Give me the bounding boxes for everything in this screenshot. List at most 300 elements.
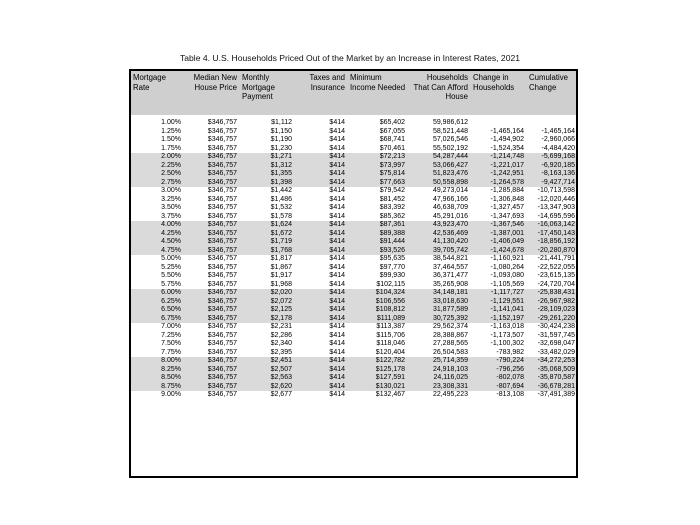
cell-min-income: $67,055 [379, 127, 405, 135]
cell-mortgage-rate: 1.25% [161, 127, 181, 135]
cell-change: -1,264,578 [471, 179, 527, 188]
cell-monthly-payment: $1,719 [240, 238, 295, 247]
cell-median-price: $346,757 [183, 383, 240, 392]
table-body [131, 115, 576, 400]
cell-taxes-insurance: $414 [295, 247, 348, 256]
table-row [131, 323, 576, 332]
table-row [131, 128, 576, 137]
cell-households-afford: 37,464,557 [432, 263, 468, 271]
cell-households-afford: 42,536,469 [408, 230, 471, 239]
cell-median-price: $346,757 [183, 357, 240, 366]
cell-taxes-insurance: $414 [295, 162, 348, 171]
cell-min-income: $132,467 [375, 391, 405, 398]
cell-monthly-payment: $2,451 [240, 357, 295, 366]
cell-min-income: $111,089 [348, 315, 408, 324]
table-row [131, 153, 576, 162]
cell-min-income: $97,770 [379, 263, 405, 271]
cell-median-price: $346,757 [207, 212, 237, 220]
cell-taxes-insurance: $414 [295, 238, 348, 247]
cell-monthly-payment: $1,624 [240, 221, 295, 230]
cell-households-afford: 27,288,565 [432, 340, 468, 347]
cell-cumulative-change: -13,347,903 [537, 204, 575, 211]
cell-taxes-insurance: $414 [295, 306, 348, 315]
cell-min-income: $115,706 [376, 331, 405, 339]
cell-mortgage-rate: 4.50% [131, 238, 183, 247]
cell-min-income: $89,388 [348, 230, 408, 239]
cell-change: -1,080,264 [490, 263, 524, 271]
cell-mortgage-rate: 7.25% [161, 331, 181, 339]
cell-min-income: $83,392 [379, 204, 405, 211]
cell-taxes-insurance: $414 [329, 280, 345, 288]
cell-min-income: $79,542 [379, 187, 405, 194]
cell-households-afford: 59,986,612 [432, 119, 468, 126]
cell-median-price: $346,757 [207, 323, 237, 330]
cell-min-income: $99,930 [379, 272, 405, 279]
cell-mortgage-rate: 9.00% [161, 391, 181, 398]
cell-mortgage-rate: 2.25% [131, 162, 183, 171]
cell-taxes-insurance: $414 [329, 323, 345, 330]
table-row [131, 196, 576, 205]
table-row [131, 391, 576, 400]
cell-change: -802,078 [471, 374, 527, 383]
cell-min-income: $106,556 [348, 298, 408, 307]
cell-households-afford: 55,502,192 [432, 144, 468, 152]
cell-cumulative-change: -14,695,596 [537, 212, 575, 220]
cell-cumulative-change: -36,678,281 [527, 383, 576, 392]
cell-households-afford: 31,877,589 [408, 306, 471, 315]
cell-households-afford: 22,495,223 [432, 391, 468, 398]
table-row [131, 264, 576, 273]
cell-change: -1,327,457 [490, 204, 524, 211]
cell-cumulative-change: -16,063,142 [527, 221, 576, 230]
cell-min-income: $85,362 [379, 212, 405, 220]
cell-change: -1,285,884 [490, 187, 524, 194]
cell-households-afford: 43,923,470 [408, 221, 471, 230]
table-row [131, 162, 576, 171]
table-row [131, 119, 576, 128]
cell-monthly-payment: $2,340 [270, 340, 292, 347]
cell-median-price: $346,757 [183, 289, 240, 298]
table-row [131, 170, 576, 179]
cell-monthly-payment: $2,286 [270, 331, 292, 339]
cell-mortgage-rate: 4.25% [131, 230, 183, 239]
cell-min-income: $73,997 [348, 162, 408, 171]
cell-median-price: $346,757 [207, 136, 237, 143]
cell-median-price: $346,757 [183, 315, 240, 324]
cell-min-income: $68,741 [379, 136, 405, 143]
cell-households-afford: 51,823,476 [408, 170, 471, 179]
cell-monthly-payment: $2,507 [240, 366, 295, 375]
header-mortgage-rate: Mortgage Rate [131, 71, 183, 115]
cell-households-afford: 45,291,016 [432, 212, 468, 220]
cell-households-afford: 33,018,630 [408, 298, 471, 307]
cell-cumulative-change: -32,698,047 [537, 340, 575, 347]
cell-monthly-payment: $1,442 [270, 187, 292, 194]
cell-cumulative-change: -10,713,598 [537, 187, 575, 194]
cell-taxes-insurance: $414 [329, 340, 345, 347]
table-row [131, 315, 576, 324]
cell-change: -1,105,569 [490, 280, 524, 288]
header-taxes-and-insurance: Taxes and Insurance [295, 71, 348, 115]
cell-households-afford: 54,287,444 [408, 153, 471, 162]
table-header [131, 71, 576, 115]
cell-median-price: $346,757 [183, 170, 240, 179]
cell-households-afford: 24,116,025 [408, 374, 471, 383]
table-row [131, 136, 576, 145]
cell-change: -1,387,001 [471, 230, 527, 239]
cell-households-afford: 24,918,103 [408, 366, 471, 375]
cell-median-price: $346,757 [207, 255, 237, 262]
cell-taxes-insurance: $414 [295, 289, 348, 298]
cell-households-afford: 25,714,359 [408, 357, 471, 366]
cell-mortgage-rate: 5.25% [161, 263, 181, 271]
cell-cumulative-change: -4,484,420 [541, 144, 575, 152]
cell-cumulative-change: -6,920,185 [527, 162, 576, 171]
cell-median-price: $346,757 [207, 272, 237, 279]
cell-cumulative-change: -33,482,029 [537, 348, 575, 356]
cell-mortgage-rate: 7.50% [161, 340, 181, 347]
cell-taxes-insurance: $414 [295, 230, 348, 239]
cell-mortgage-rate: 4.00% [131, 221, 183, 230]
cell-change: -1,347,693 [490, 212, 524, 220]
table-row [131, 289, 576, 298]
cell-taxes-insurance: $414 [329, 127, 345, 135]
cell-households-afford: 35,265,908 [432, 280, 468, 288]
cell-cumulative-change: -29,261,220 [527, 315, 576, 324]
cell-mortgage-rate: 1.00% [161, 119, 181, 126]
cell-monthly-payment: $1,917 [270, 272, 292, 279]
cell-change: -1,221,017 [471, 162, 527, 171]
cell-mortgage-rate: 2.50% [131, 170, 183, 179]
cell-monthly-payment: $1,768 [240, 247, 295, 256]
cell-min-income: $91,444 [348, 238, 408, 247]
cell-households-afford: 38,544,821 [432, 255, 468, 262]
cell-median-price: $346,757 [183, 238, 240, 247]
header-change-in-households: Change in Households [471, 71, 527, 115]
cell-cumulative-change: -20,280,870 [527, 247, 576, 256]
cell-change: -1,173,507 [490, 331, 524, 339]
cell-mortgage-rate: 3.00% [161, 187, 181, 194]
cell-change: -1,093,080 [490, 272, 524, 279]
cell-min-income: $65,402 [379, 119, 405, 126]
cell-min-income: $70,461 [379, 144, 405, 152]
cell-cumulative-change: -37,491,389 [537, 391, 575, 398]
cell-min-income: $127,591 [348, 374, 408, 383]
cell-households-afford: 26,504,583 [432, 348, 468, 356]
cell-cumulative-change: -28,109,023 [527, 306, 576, 315]
cell-change: -1,117,727 [471, 289, 527, 298]
cell-taxes-insurance: $414 [329, 136, 345, 143]
cell-monthly-payment: $1,867 [270, 263, 292, 271]
cell-taxes-insurance: $414 [329, 195, 345, 203]
cell-households-afford: 23,308,331 [408, 383, 471, 392]
cell-median-price: $346,757 [207, 263, 237, 271]
cell-median-price: $346,757 [207, 348, 237, 356]
cell-min-income: $125,178 [348, 366, 408, 375]
cell-median-price: $346,757 [207, 331, 237, 339]
cell-monthly-payment: $2,620 [240, 383, 295, 392]
cell-change: -1,524,354 [490, 144, 524, 152]
cell-mortgage-rate: 6.00% [131, 289, 183, 298]
cell-median-price: $346,757 [183, 298, 240, 307]
cell-median-price: $346,757 [207, 144, 237, 152]
table-row [131, 179, 576, 188]
cell-change: -1,100,302 [490, 340, 524, 347]
cell-change: -1,424,678 [471, 247, 527, 256]
cell-change: -1,163,018 [490, 323, 524, 330]
cell-median-price: $346,757 [207, 127, 237, 135]
cell-households-afford: 50,558,898 [408, 179, 471, 188]
cell-min-income: $104,324 [348, 289, 408, 298]
cell-min-income: $72,213 [348, 153, 408, 162]
cell-mortgage-rate: 5.00% [161, 255, 181, 262]
cell-taxes-insurance: $414 [295, 374, 348, 383]
cell-taxes-insurance: $414 [329, 331, 345, 339]
cell-mortgage-rate: 3.25% [161, 195, 181, 203]
table-row [131, 306, 576, 315]
header-households-that-can-afford: Households That Can Afford House [408, 71, 471, 115]
cell-min-income: $95,635 [379, 255, 405, 262]
cell-cumulative-change: -21,441,791 [537, 255, 575, 262]
cell-median-price: $346,757 [207, 187, 237, 194]
cell-min-income: $120,404 [375, 348, 405, 356]
cell-cumulative-change: -35,870,587 [527, 374, 576, 383]
cell-households-afford: 53,066,427 [408, 162, 471, 171]
table-row [131, 238, 576, 247]
cell-taxes-insurance: $414 [295, 357, 348, 366]
cell-min-income: $122,782 [348, 357, 408, 366]
cell-monthly-payment: $1,968 [270, 280, 292, 288]
cell-monthly-payment: $1,230 [270, 144, 292, 152]
households-table [131, 71, 576, 400]
cell-min-income: $81,452 [379, 195, 405, 203]
table-row [131, 221, 576, 230]
cell-mortgage-rate: 5.50% [161, 272, 181, 279]
cell-change: -813,108 [496, 391, 524, 398]
cell-monthly-payment: $2,178 [240, 315, 295, 324]
cell-monthly-payment: $2,020 [240, 289, 295, 298]
cell-median-price: $346,757 [183, 179, 240, 188]
cell-taxes-insurance: $414 [329, 144, 345, 152]
cell-taxes-insurance: $414 [295, 366, 348, 375]
cell-monthly-payment: $2,125 [240, 306, 295, 315]
table-row [131, 247, 576, 256]
cell-change: -790,224 [471, 357, 527, 366]
cell-cumulative-change: -18,856,192 [527, 238, 576, 247]
cell-taxes-insurance: $414 [295, 298, 348, 307]
cell-taxes-insurance: $414 [295, 153, 348, 162]
cell-min-income: $102,115 [376, 280, 405, 288]
cell-mortgage-rate: 8.50% [131, 374, 183, 383]
table-row [131, 230, 576, 239]
cell-monthly-payment: $2,072 [240, 298, 295, 307]
cell-households-afford: 41,130,420 [408, 238, 471, 247]
cell-min-income: $87,361 [348, 221, 408, 230]
cell-mortgage-rate: 4.75% [131, 247, 183, 256]
cell-mortgage-rate: 7.00% [161, 323, 181, 330]
cell-change: -1,306,848 [490, 195, 524, 203]
cell-median-price: $346,757 [207, 340, 237, 347]
cell-cumulative-change: -25,838,431 [527, 289, 576, 298]
cell-monthly-payment: $2,563 [240, 374, 295, 383]
cell-min-income: $130,021 [348, 383, 408, 392]
cell-taxes-insurance: $414 [329, 212, 345, 220]
table-caption: Table 4. U.S. Households Priced Out of the Market by an Increase in Interest Rates, 2021 [179, 53, 521, 63]
cell-change: -1,129,551 [471, 298, 527, 307]
cell-cumulative-change [527, 119, 576, 128]
cell-cumulative-change: -30,424,238 [537, 323, 575, 330]
cell-taxes-insurance: $414 [329, 263, 345, 271]
header-median-new-house-price: Median New House Price [183, 71, 240, 115]
cell-households-afford: 29,562,374 [432, 323, 468, 330]
cell-change: -1,242,951 [471, 170, 527, 179]
cell-mortgage-rate: 8.25% [131, 366, 183, 375]
table-row [131, 349, 576, 358]
cell-median-price: $346,757 [183, 162, 240, 171]
cell-mortgage-rate: 1.75% [161, 144, 181, 152]
cell-cumulative-change: -9,427,714 [527, 179, 576, 188]
cell-median-price: $346,757 [183, 366, 240, 375]
header-monthly-mortgage-payment: Monthly Mortgage Payment [240, 71, 295, 115]
cell-change: -1,494,902 [490, 136, 524, 143]
cell-change: -1,214,748 [471, 153, 527, 162]
cell-median-price: $346,757 [207, 391, 237, 398]
header-cumulative-change: Cumulative Change [527, 71, 576, 115]
cell-min-income: $93,526 [348, 247, 408, 256]
cell-taxes-insurance: $414 [295, 170, 348, 179]
cell-taxes-insurance: $414 [329, 348, 345, 356]
cell-mortgage-rate: 8.00% [131, 357, 183, 366]
cell-min-income: $108,812 [348, 306, 408, 315]
cell-median-price: $346,757 [207, 119, 237, 126]
cell-monthly-payment: $1,112 [271, 119, 292, 126]
cell-monthly-payment: $1,532 [270, 204, 292, 211]
table-row [131, 332, 576, 341]
cell-median-price: $346,757 [207, 280, 237, 288]
header-minimum-income-needed: Minimum Income Needed [348, 71, 408, 115]
cell-households-afford: 28,388,867 [432, 331, 468, 339]
cell-min-income: $75,814 [348, 170, 408, 179]
cell-median-price: $346,757 [183, 306, 240, 315]
table-row [131, 340, 576, 349]
cell-mortgage-rate: 7.75% [161, 348, 181, 356]
cell-cumulative-change: -8,163,136 [527, 170, 576, 179]
cell-median-price: $346,757 [207, 195, 237, 203]
cell-monthly-payment: $2,677 [270, 391, 292, 398]
cell-cumulative-change: -35,068,509 [527, 366, 576, 375]
table-row [131, 374, 576, 383]
cell-monthly-payment: $1,271 [240, 153, 295, 162]
cell-households-afford: 49,273,014 [432, 187, 468, 194]
table-row [131, 213, 576, 222]
cell-median-price: $346,757 [183, 247, 240, 256]
cell-monthly-payment: $1,355 [240, 170, 295, 179]
cell-cumulative-change: -34,272,253 [527, 357, 576, 366]
cell-cumulative-change: -23,615,135 [537, 272, 575, 279]
table-row [131, 366, 576, 375]
cell-households-afford: 39,705,742 [408, 247, 471, 256]
cell-change: -807,694 [471, 383, 527, 392]
cell-monthly-payment: $2,395 [270, 348, 292, 356]
cell-mortgage-rate: 5.75% [161, 280, 181, 288]
table-row [131, 187, 576, 196]
cell-change: -796,256 [471, 366, 527, 375]
table-row [131, 272, 576, 281]
cell-mortgage-rate: 1.50% [161, 136, 181, 143]
cell-taxes-insurance: $414 [329, 119, 345, 126]
cell-taxes-insurance: $414 [295, 383, 348, 392]
cell-households-afford: 46,638,709 [432, 204, 468, 211]
cell-cumulative-change: -1,465,164 [541, 127, 575, 135]
cell-mortgage-rate: 2.00% [131, 153, 183, 162]
cell-monthly-payment: $1,672 [240, 230, 295, 239]
cell-median-price: $346,757 [183, 153, 240, 162]
cell-households-afford: 57,026,546 [432, 136, 468, 143]
cell-monthly-payment: $1,190 [270, 136, 292, 143]
cell-households-afford: 47,966,166 [432, 195, 468, 203]
cell-households-afford: 34,148,181 [408, 289, 471, 298]
cell-change: -1,152,197 [471, 315, 527, 324]
cell-mortgage-rate: 8.75% [131, 383, 183, 392]
cell-monthly-payment: $1,578 [270, 212, 292, 220]
cell-cumulative-change: -17,450,143 [527, 230, 576, 239]
table-row [131, 145, 576, 154]
cell-min-income: $113,387 [376, 323, 405, 330]
cell-taxes-insurance: $414 [329, 187, 345, 194]
cell-change: -1,465,164 [490, 127, 524, 135]
cell-cumulative-change: -31,597,745 [537, 331, 575, 339]
cell-mortgage-rate: 6.75% [131, 315, 183, 324]
cell-taxes-insurance: $414 [329, 391, 345, 398]
cell-cumulative-change: -24,720,704 [537, 280, 575, 288]
cell-median-price: $346,757 [207, 204, 237, 211]
cell-cumulative-change: -22,522,055 [537, 263, 575, 271]
cell-cumulative-change: -26,967,982 [527, 298, 576, 307]
cell-mortgage-rate: 3.50% [161, 204, 181, 211]
cell-monthly-payment: $1,817 [270, 255, 292, 262]
cell-change [471, 119, 527, 128]
cell-mortgage-rate: 3.75% [161, 212, 181, 220]
cell-change: -783,982 [496, 348, 524, 356]
cell-cumulative-change: -2,960,066 [541, 136, 575, 143]
table-row [131, 255, 576, 264]
households-table-frame [129, 69, 578, 478]
table-row [131, 298, 576, 307]
cell-change: -1,367,546 [471, 221, 527, 230]
cell-taxes-insurance: $414 [295, 315, 348, 324]
cell-monthly-payment: $1,312 [240, 162, 295, 171]
cell-households-afford: 58,521,448 [432, 127, 468, 135]
cell-monthly-payment: $2,231 [270, 323, 292, 330]
cell-taxes-insurance: $414 [329, 204, 345, 211]
cell-taxes-insurance: $414 [295, 221, 348, 230]
table-row [131, 204, 576, 213]
table-row [131, 357, 576, 366]
cell-median-price: $346,757 [183, 230, 240, 239]
cell-mortgage-rate: 6.25% [131, 298, 183, 307]
cell-cumulative-change: -5,699,168 [527, 153, 576, 162]
cell-mortgage-rate: 6.50% [131, 306, 183, 315]
cell-households-afford: 30,725,392 [408, 315, 471, 324]
cell-taxes-insurance: $414 [329, 272, 345, 279]
cell-change: -1,406,049 [471, 238, 527, 247]
table-row [131, 383, 576, 392]
cell-median-price: $346,757 [183, 374, 240, 383]
cell-monthly-payment: $1,398 [240, 179, 295, 188]
cell-monthly-payment: $1,150 [270, 127, 292, 135]
cell-monthly-payment: $1,486 [270, 195, 292, 203]
cell-mortgage-rate: 2.75% [131, 179, 183, 188]
